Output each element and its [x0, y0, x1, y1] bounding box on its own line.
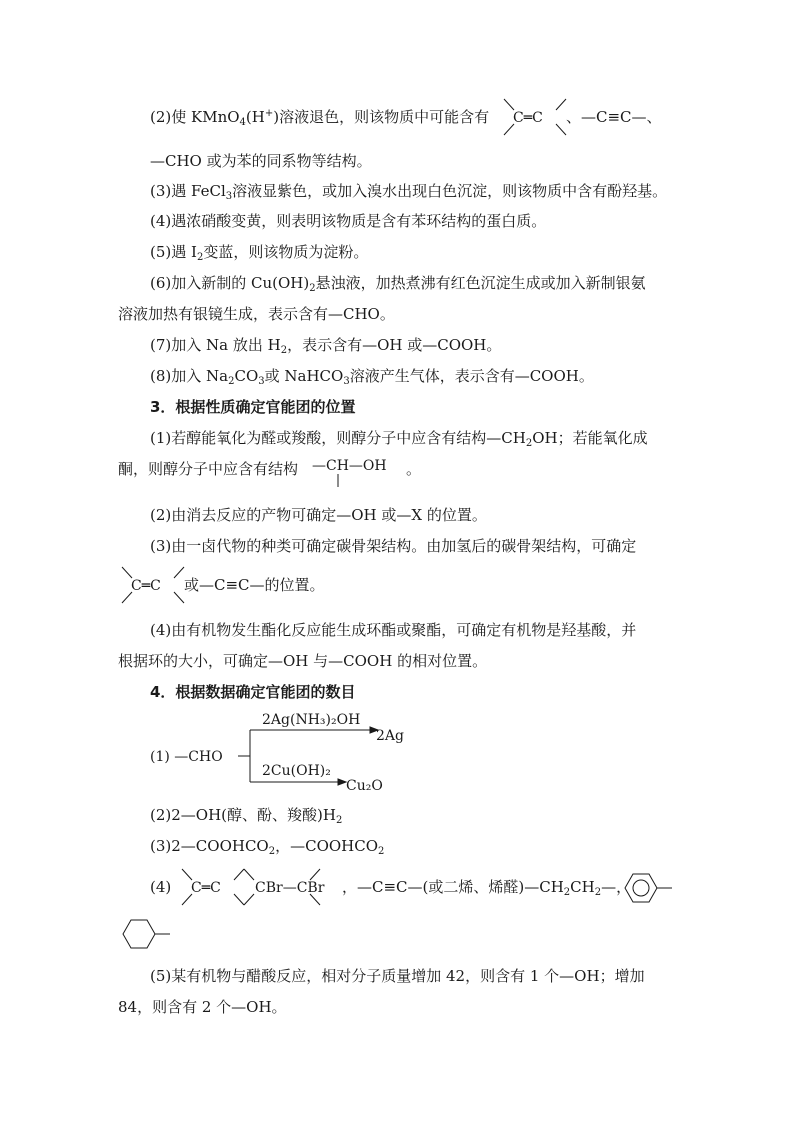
s4-item-5-line1: (5)某有机物与醋酸反应，相对分子质量增加 42，则含有 1 个—OH；增加 [150, 967, 645, 985]
s4-item-2 [150, 805, 342, 825]
dibromide-text: CBr—CBr [255, 880, 325, 896]
text: (7)加入 Na 放出 H [150, 336, 281, 354]
bond-line [504, 99, 514, 110]
bond-line [174, 592, 184, 603]
bond-line [556, 99, 566, 110]
chem-text: —CH—OH [312, 458, 387, 474]
text: ，表示含有—OH 或—COOH。 [287, 336, 502, 354]
subscript: 2 [196, 252, 204, 263]
aldehyde-label: (1) —CHO [150, 749, 223, 765]
text: —， [601, 878, 632, 896]
text: ，—C≡C—(或二烯、烯醛)—CH [342, 878, 564, 896]
bond-line [310, 869, 320, 880]
subscript: 2 [309, 283, 316, 294]
item-2-line2: —CHO 或为苯的同系物等结构。 [150, 152, 372, 170]
item-7 [150, 335, 501, 355]
s3-item-2: (2)由消去反应的产物可确定—OH 或—X 的位置。 [150, 506, 487, 524]
section-4-heading: 4．根据数据确定官能团的数目 [150, 683, 356, 701]
text: (8)加入 Na [150, 367, 229, 385]
subscript: 2 [268, 846, 276, 857]
benzene-ring-icon [620, 870, 674, 906]
s3-item-3-line1: (3)由一卤代物的种类可确定碳骨架结构。由加氢后的碳骨架结构，可确定 [150, 537, 637, 555]
item-8 [150, 366, 594, 386]
text: 溶液产生气体，表示含有—COOH。 [349, 367, 594, 385]
bottom-product: Cu₂O [346, 778, 383, 794]
s3-item-1-line1 [150, 428, 648, 448]
bond-line [182, 869, 192, 880]
item-4: (4)遇浓硝酸变黄，则表明该物质是含有苯环结构的蛋白质。 [150, 212, 547, 230]
superscript: + [264, 108, 274, 119]
text: (2)2—OH(醇、酚、羧酸)H [150, 806, 336, 824]
text: (H [245, 108, 265, 126]
text: OH；若能氧化成 [532, 429, 648, 447]
text: (3)2—COOHCO [150, 837, 269, 855]
subscript: 2 [280, 345, 288, 356]
s4-item-5-line2: 84，则含有 2 个—OH。 [118, 998, 287, 1016]
item-2-line1 [150, 107, 489, 127]
item-5 [150, 242, 368, 262]
text: 或 NaHCO [264, 367, 344, 385]
s4-item-4-label: (4) [150, 878, 172, 896]
secondary-alcohol-structure [312, 455, 412, 491]
item-6-line1 [150, 273, 646, 293]
subscript: 3 [225, 191, 233, 202]
text: CH [570, 878, 595, 896]
s3-item-4-line2: 根据环的大小，可确定—OH 与—COOH 的相对位置。 [118, 652, 488, 670]
section-3-heading: 3．根据性质确定官能团的位置 [150, 398, 356, 416]
bond-line [556, 124, 566, 135]
item-3 [150, 181, 667, 201]
bond-line [234, 869, 244, 880]
subscript: 2 [525, 438, 533, 449]
aldehyde-reaction-scheme [150, 706, 430, 798]
s3-item-1-line2: 酮，则醇分子中应含有结构 [118, 460, 299, 478]
text: (1)若醇能氧化为醛或羧酸，则醇分子中应含有结构—CH [150, 429, 526, 447]
s4-item-3 [150, 836, 384, 856]
bond-line [244, 869, 254, 880]
text: 溶液显紫色，或加入溴水出现白色沉淀，则该物质中含有酚羟基。 [232, 182, 668, 200]
s3-item-4-line1: (4)由有机物发生酯化反应能生成环酯或聚酯，可确定有机物是羟基酸，并 [150, 621, 637, 639]
alkene-and-dibromide-structure [178, 866, 338, 908]
text: CO [234, 367, 259, 385]
text: (6)加入新制的 Cu(OH) [150, 274, 310, 292]
text: (2)使 KMnO [150, 108, 240, 126]
arrow-bottom-head [338, 779, 346, 785]
ring-outline [123, 920, 155, 948]
text: (3)遇 FeCl [150, 182, 226, 200]
s3-item-3-line2: 或—C≡C—的位置。 [184, 576, 325, 594]
subscript: 3 [343, 376, 350, 387]
double-bond-text: C═C [513, 110, 543, 126]
bond-line [122, 567, 132, 578]
item-6-line2: 溶液加热有银镜生成，表示含有—CHO。 [118, 305, 395, 323]
bond-line [244, 894, 254, 905]
subscript: 2 [563, 887, 571, 898]
cyclohexane-ring-icon [118, 916, 172, 952]
subscript: 2 [378, 846, 385, 857]
aromatic-circle [633, 880, 649, 896]
subscript: 2 [228, 376, 235, 387]
s4-item-4-text [342, 877, 631, 897]
text: (5)遇 I [150, 243, 197, 261]
text: ，—COOHCO [275, 837, 379, 855]
alkene-double-bond-structure [500, 96, 570, 138]
item-2-line1-end: 、—C≡C—、 [566, 108, 662, 126]
period: 。 [406, 460, 422, 478]
top-product: 2Ag [376, 728, 404, 744]
subscript: 2 [594, 887, 602, 898]
bond-line [174, 567, 184, 578]
subscript: 2 [335, 815, 343, 826]
text: )溶液退色，则该物质中可能含有 [273, 108, 490, 126]
ring-outline [625, 874, 657, 902]
text: 悬浊液，加热煮沸有红色沉淀生成或加入新制银氨 [315, 274, 646, 292]
double-bond-text: C═C [131, 578, 161, 594]
top-reagent: 2Ag(NH₃)₂OH [262, 712, 361, 728]
subscript: 3 [258, 376, 265, 387]
text: 变蓝，则该物质为淀粉。 [203, 243, 369, 261]
bond-line [234, 894, 244, 905]
alkene-double-bond-structure [118, 564, 188, 606]
subscript: 4 [239, 117, 246, 128]
double-bond-text: C═C [191, 880, 221, 896]
bottom-reagent: 2Cu(OH)₂ [262, 763, 331, 779]
